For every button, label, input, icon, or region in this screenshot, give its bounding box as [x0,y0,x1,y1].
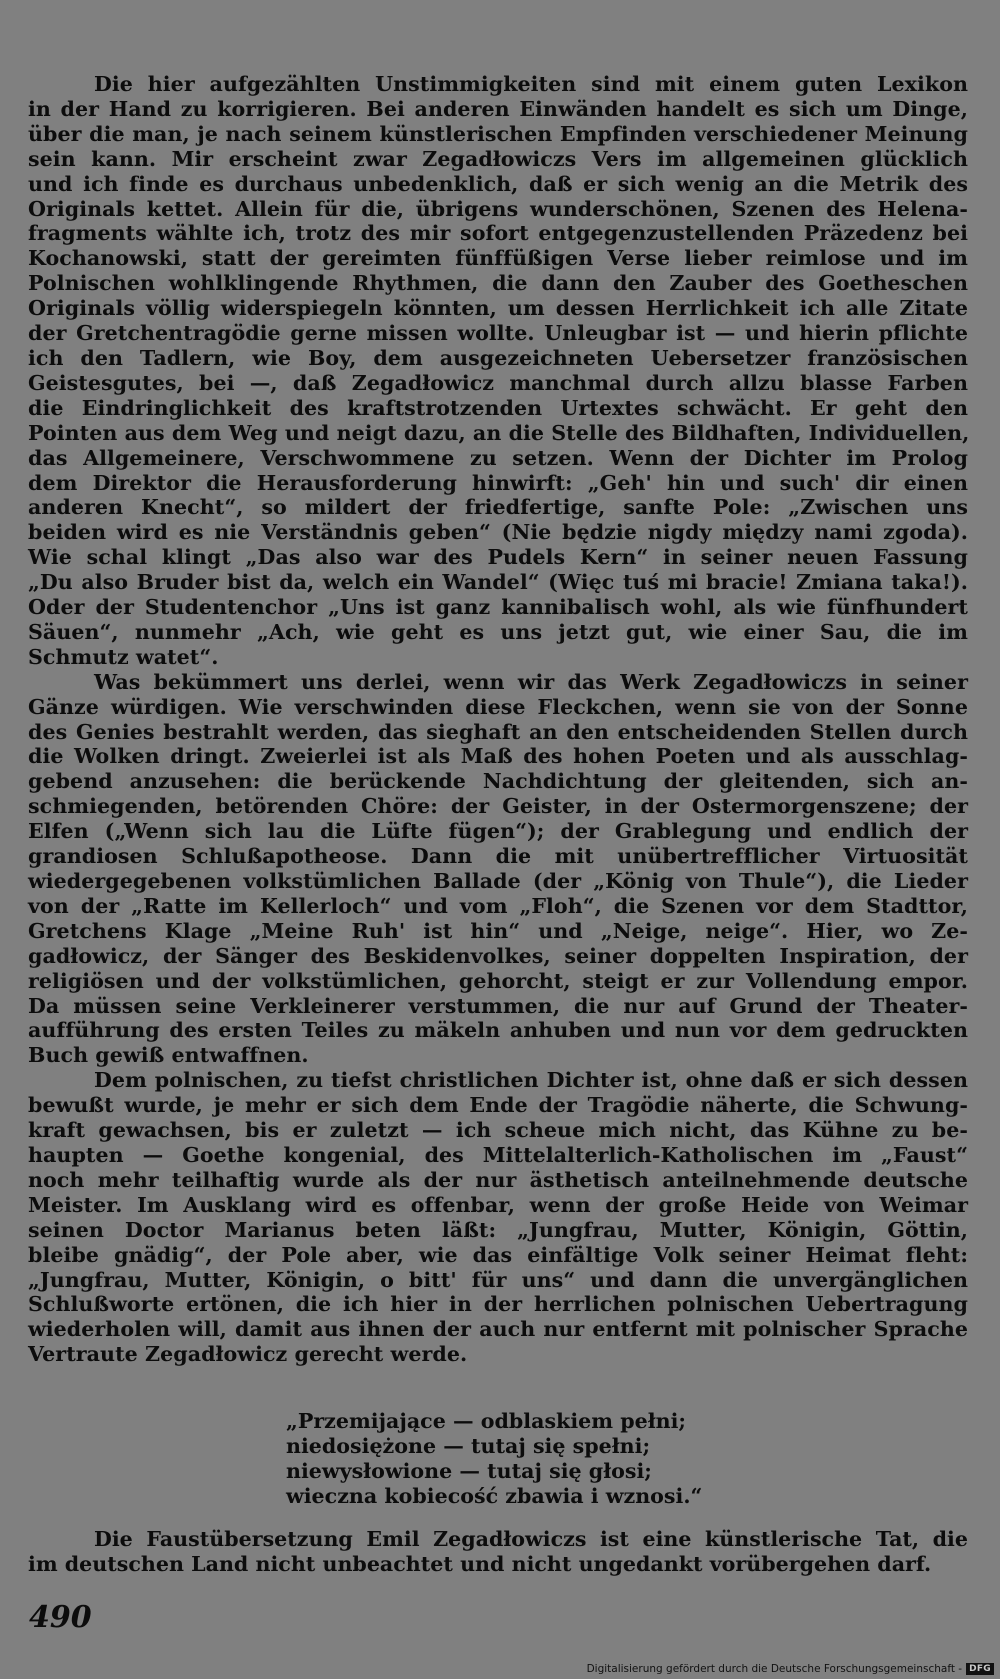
text-line: bleibe gnädig“, der Pole aber, wie das einfältige Volk seiner Heimat fleht: [28,1242,968,1267]
paragraph-1 [28,72,968,670]
text-line: „Du also Bruder bist da, welch ein Wandel“ (Więc tuś mi bracie! Zmiana taka!). [28,570,968,595]
text-line: Polnischen wohlklingende Rhythmen, die dann den Zauber des Goetheschen [28,271,968,296]
text-line: bewußt wurde, je mehr er sich dem Ende der Tragödie näherte, die Schwung- [28,1093,968,1118]
text-line: schmiegenden, betörenden Chöre: der Geister, in der Ostermorgenszene; der [28,794,968,819]
text-line: kraft gewachsen, bis er zuletzt — ich scheue mich nicht, das Kühne zu be- [28,1118,968,1143]
text-line: aufführung des ersten Teiles zu mäkeln anhuben und nun vor dem gedruckten [28,1018,968,1043]
text-line: Gretchens Klage „Meine Ruh' ist hin“ und „Neige, neige“. Hier, wo Ze- [28,918,968,943]
text-line: grandiosen Schlußapotheose. Dann die mit unübertrefflicher Virtuosität [28,844,968,869]
text-line: Meister. Im Ausklang wird es offenbar, wenn der große Heide von Weimar [28,1192,968,1217]
text-line: sein kann. Mir erscheint zwar Zegadłowiczs Vers im allgemeinen glücklich [28,146,968,171]
body-text [28,72,968,1367]
text-line: Originals völlig widerspiegeln könnten, um dessen Herrlichkeit ich alle Zitate [28,296,968,321]
text-line: gadłowicz, der Sänger des Beskidenvolkes, seiner doppelten Inspiration, der [28,943,968,968]
text-line: ich den Tadlern, wie Boy, dem ausgezeichneten Uebersetzer französischen [28,345,968,370]
text-line: Wie schal klingt „Das also war des Pudels Kern“ in seiner neuen Fassung [28,545,968,570]
text-line: dem Direktor die Herausforderung hinwirft: „Geh' hin und such' dir einen [28,470,968,495]
text-line: von der „Ratte im Kellerloch“ und vom „Floh“, die Szenen vor dem Stadttor, [28,893,968,918]
text-line: Kochanowski, statt der gereimten fünffüßigen Verse lieber reimlose und im [28,246,968,271]
text-line: in der Hand zu korrigieren. Bei anderen Einwänden handelt es sich um Dinge, [28,96,968,121]
text-line: Buch gewiß entwaffnen. [28,1043,309,1068]
text-line: Elfen („Wenn sich lau die Lüfte fügen“); der Grablegung und endlich der [28,819,968,844]
text-line: der Gretchentragödie gerne missen wollte. Unleugbar ist — und hierin pflichte [28,321,968,346]
text-line: Was bekümmert uns derlei, wenn wir das Werk Zegadłowiczs in seiner [94,669,968,694]
closing-paragraph [28,1527,968,1577]
text-line: Dem polnischen, zu tiefst christlichen Dichter ist, ohne daß er sich dessen [94,1068,968,1093]
text-line: niedosiężone — tutaj się spełni; [286,1433,651,1458]
page-number: 490 [29,1600,92,1635]
paragraph-2 [28,670,968,1069]
text-line: Die Faustübersetzung Emil Zegadłowiczs ist eine künstlerische Tat, die [94,1527,968,1551]
text-line: noch mehr teilhaftig wurde als der nur ästhetisch anteilnehmende deutsche [28,1167,968,1192]
text-line: niewysłowione — tutaj się głosi; [286,1458,652,1483]
dfg-logo: DFG [966,1663,994,1675]
text-line: wiedergegebenen volkstümlichen Ballade (der „König von Thule“), die Lieder [28,869,968,893]
text-line: Pointen aus dem Weg und neigt dazu, an die Stelle des Bildhaften, Individuellen, [28,420,970,445]
text-line: Vertraute Zegadłowicz gerecht werde. [28,1342,468,1367]
text-line: Die hier aufgezählten Unstimmigkeiten sind mit einem guten Lexikon [94,72,968,96]
text-line: über die man, je nach seinem künstlerischen Empfinden verschiedener Meinung [28,121,968,146]
text-line: gebend anzusehen: die berückende Nachdichtung der gleitenden, sich an- [28,769,968,794]
text-line: die Eindringlichkeit des kraftstrotzenden Urtextes schwächt. Er geht den [28,395,968,420]
poem-quote [286,1409,702,1509]
text-line: anderen Knecht“, so mildert der friedfertige, sanfte Pole: „Zwischen uns [28,495,968,520]
text-line: Säuen“, nunmehr „Ach, wie geht es uns jetzt gut, wie einer Sau, die im [28,619,968,644]
text-line: „Jungfrau, Mutter, Königin, o bitt' für uns“ und dann die unvergänglichen [28,1267,968,1292]
footer-credit-text: Digitalisierung gefördert durch die Deutsche Forschungsgemeinschaft - [586,1663,963,1675]
text-line: Oder der Studentenchor „Uns ist ganz kannibalisch wohl, als wie fünfhundert [28,595,968,620]
text-line: die Wolken dringt. Zweierlei ist als Maß des hohen Poeten und als ausschlag- [28,744,968,769]
text-line: das Allgemeinere, Verschwommene zu setzen. Wenn der Dichter im Prolog [28,445,968,470]
text-line: beiden wird es nie Verständnis geben“ (Nie będzie nigdy między nami zgoda). [28,520,968,545]
text-line: des Genies bestrahlt werden, das sieghaft an den entscheidenden Stellen durch [28,719,968,744]
text-line: Schlußworte ertönen, die ich hier in der herrlichen polnischen Uebertragung [28,1292,968,1317]
text-line: haupten — Goethe kongenial, des Mittelalterlich-Katholischen im „Faust“ [28,1142,968,1167]
text-line: Schmutz watet“. [28,644,219,669]
text-line: wiederholen will, damit aus ihnen der auch nur entfernt mit polnischer Sprache [28,1317,968,1342]
text-line: Geistesgutes, bei —, daß Zegadłowicz manchmal durch allzu blasse Farben [28,370,968,395]
text-line: Gänze würdigen. Wie verschwinden diese Fleckchen, wenn sie von der Sonne [28,694,968,719]
text-line: Originals kettet. Allein für die, übrigens wunderschönen, Szenen des Helena- [28,196,968,221]
paragraph-3 [28,1068,968,1367]
text-line: wieczna kobiecość zbawia i wznosi.“ [286,1483,703,1508]
footer-credit [587,1663,994,1675]
text-line: Da müssen seine Verkleinerer verstummen, die nur auf Grund der Theater- [28,993,968,1018]
text-line: „Przemijające — odblaskiem pełni; [286,1409,687,1433]
text-line: und ich finde es durchaus unbedenklich, daß er sich wenig an die Metrik des [28,171,968,196]
text-line: im deutschen Land nicht unbeachtet und nicht ungedankt vorübergehen darf. [28,1551,932,1576]
text-line: seinen Doctor Marianus beten läßt: „Jungfrau, Mutter, Königin, Göttin, [28,1217,968,1242]
text-line: religiösen und der volkstümlichen, gehorcht, steigt er zur Vollendung empor. [28,968,968,993]
text-line: fragments wählte ich, trotz des mir sofort entgegenzustellenden Präzedenz bei [28,221,968,246]
